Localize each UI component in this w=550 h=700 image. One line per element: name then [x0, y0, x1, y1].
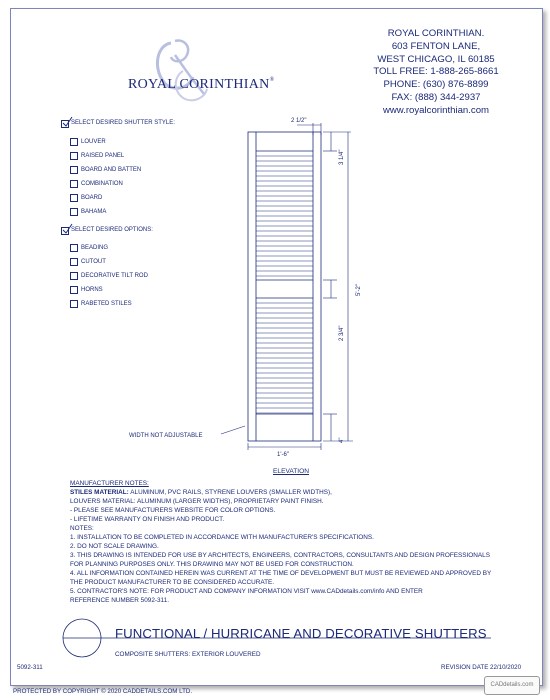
company-address-2: WEST CHICAGO, IL 60185: [377, 53, 495, 65]
shutter-elevation-drawing: [11, 9, 542, 469]
manufacturer-notes-heading: MANUFACTURER NOTES:: [70, 480, 149, 487]
company-name: ROYAL CORINTHIAN.: [387, 28, 485, 39]
company-phone: PHONE: (630) 876-8899: [383, 79, 489, 91]
option-label-rabeted-stiles: RABETED STILES: [81, 301, 132, 307]
style-section-heading: SELECT DESIRED SHUTTER STYLE:: [71, 120, 175, 126]
company-address-1: 603 FENTON LANE,: [391, 40, 481, 52]
note-5b: REFERENCE NUMBER 5092-311.: [70, 597, 169, 604]
drawing-title: FUNCTIONAL / HURRICANE AND DECORATIVE SHUTTERS: [115, 626, 487, 641]
drawing-subtitle: COMPOSITE SHUTTERS: EXTERIOR LOUVERED: [115, 651, 261, 658]
stiles-material-label: STILES MATERIAL:: [70, 489, 129, 496]
warranty-note: - LIFETIME WARRANTY ON FINISH AND PRODUCT.: [70, 516, 225, 523]
option-label-cutout: CUTOUT: [81, 259, 106, 265]
louvers-material-note: LOUVERS MATERIAL: ALUMINUM (LARGER WIDTHS), PROPRIETARY PAINT FINISH.: [70, 498, 324, 505]
options-section-heading: SELECT DESIRED OPTIONS:: [71, 227, 153, 233]
note-4b: THE PRODUCT MANUFACTURER TO BE CONSIDERED ACCURATE.: [70, 579, 275, 586]
style-label-combination: COMBINATION: [81, 181, 123, 187]
notes-heading: NOTES:: [70, 525, 94, 532]
style-label-bahama: BAHAMA: [81, 209, 107, 215]
upper-louvers: [256, 156, 313, 276]
dim-top-label: 2 1/2": [291, 118, 307, 124]
option-label-horns: HORNS: [81, 287, 103, 293]
dim-total-label: 5'-2": [356, 284, 362, 296]
company-website[interactable]: www.royalcorinthian.com: [382, 104, 490, 116]
style-label-board: BOARD: [81, 195, 103, 201]
style-label-raised-panel: RAISED PANEL: [81, 153, 125, 159]
option-label-beading: BEADING: [81, 245, 109, 251]
style-label-board-and-batten: BOARD AND BATTEN: [81, 167, 142, 173]
stiles-material-note: [70, 489, 332, 496]
company-fax: FAX: (888) 344-2937: [391, 91, 481, 103]
website-note: - PLEASE SEE MANUFACTURERS WEBSITE FOR COLOR OPTIONS.: [70, 507, 276, 514]
note-2: 2. DO NOT SCALE DRAWING.: [70, 543, 159, 550]
note-5a: 5. CONTRACTOR'S NOTE: FOR PRODUCT AND COMPANY INFORMATION VISIT www.CADdetails.com/info AND ENTER: [70, 588, 423, 595]
company-tollfree: TOLL FREE: 1-888-265-8661: [373, 66, 499, 78]
reference-number: 5092-311: [17, 664, 43, 671]
caddetails-logo[interactable]: CADdetails.com: [484, 676, 540, 695]
style-label-louver: LOUVER: [81, 139, 106, 145]
registered-mark: ®: [269, 77, 275, 83]
wordmark-text: ROYAL CORINTHIAN: [128, 77, 270, 92]
note-1: 1. INSTALLATION TO BE COMPLETED IN ACCORDANCE WITH MANUFACTURER'S SPECIFICATIONS.: [70, 534, 374, 541]
option-label-decorative-tilt-rod: DECORATIVE TILT ROD: [81, 273, 148, 279]
note-3b: FOR PLANNING PURPOSES ONLY. THIS DRAWING MAY NOT BE USED FOR CONSTRUCTION.: [70, 561, 354, 568]
note-3a: 3. THIS DRAWING IS INTENDED FOR USE BY ARCHITECTS, ENGINEERS, CONTRACTORS, CONSULTANTS AND DESIGN PROFESSIONALS: [70, 552, 490, 559]
shutter-outline: [248, 132, 321, 441]
note-4a: 4. ALL INFORMATION CONTAINED HEREIN WAS CURRENT AT THE TIME OF DEVELOPMENT BUT MUST BE REVIEWED AND APPROVED BY: [70, 570, 492, 577]
dim-width-label: 1'-6": [277, 452, 289, 458]
dim-upper-label: 3 1/4": [339, 149, 345, 165]
width-note: WIDTH NOT ADJUSTABLE: [129, 433, 203, 439]
drawing-sheet: [10, 8, 543, 686]
lower-louvers: [256, 303, 313, 413]
title-block-graphic: [59, 616, 509, 666]
copyright-notice: PROTECTED BY COPYRIGHT © 2020 CADDETAILS.COM LTD.: [13, 688, 193, 695]
dim-bottom-label: 4": [339, 437, 345, 443]
revision-date: REVISION DATE 22/10/2020: [441, 664, 522, 671]
dim-mid-label: 2 3/4": [339, 325, 345, 341]
elevation-caption: ELEVATION: [273, 468, 310, 475]
stiles-material-text: ALUMINUM, PVC RAILS, STYRENE LOUVERS (SMALLER WIDTHS),: [130, 489, 332, 496]
